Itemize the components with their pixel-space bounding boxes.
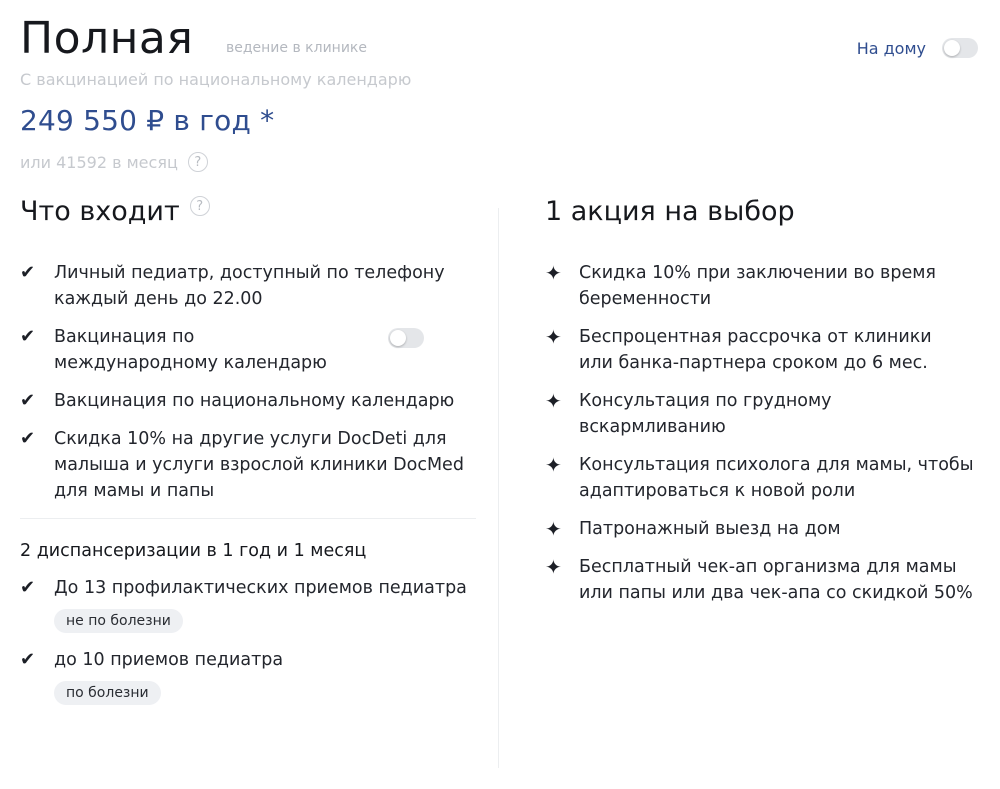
list-item	[545, 452, 985, 504]
list-item-text: Личный педиатр, доступный по телефону каждый день до 22.00	[54, 263, 445, 309]
visit-type-badge: по болезни	[54, 681, 161, 705]
list-item-text: До 13 профилактических приемов педиатра	[54, 578, 467, 598]
plan-monthly	[20, 152, 208, 172]
visit-type-badge: не по болезни	[54, 609, 183, 633]
promo-column	[545, 196, 985, 618]
list-item	[20, 388, 476, 414]
list-item-text: до 10 приемов педиатра	[54, 650, 284, 670]
list-item-text: Скидка 10% при заключении во время беременности	[579, 263, 936, 309]
checkups-heading: 2 диспансеризации в 1 год и 1 месяц	[20, 541, 367, 561]
list-item	[545, 260, 985, 312]
sparkle-star-icon: ✦	[545, 453, 562, 477]
sparkle-star-icon: ✦	[545, 325, 562, 349]
promo-list	[545, 260, 985, 606]
checkups-list	[20, 575, 476, 705]
list-item	[20, 575, 476, 633]
help-icon[interactable]: ?	[190, 196, 210, 216]
list-item-text: Консультация психолога для мамы, чтобы адаптироваться к новой роли	[579, 455, 974, 501]
list-item	[545, 554, 985, 606]
list-item-text: Вакцинация по международному календарю	[54, 327, 327, 373]
list-item	[20, 260, 476, 312]
included-list	[20, 260, 476, 504]
check-icon: ✔	[20, 649, 36, 670]
list-item-text: Беспроцентная рассрочка от клиники или банка-партнера сроком до 6 мес.	[579, 327, 932, 373]
check-icon: ✔	[20, 428, 36, 449]
list-item	[545, 388, 985, 440]
list-item-text: Скидка 10% на другие услуги DocDeti для малыша и услуги взрослой клиники DocMed для мамы и папы	[54, 429, 464, 501]
list-item-text: Патронажный выезд на дом	[579, 519, 841, 539]
check-icon: ✔	[20, 262, 36, 283]
promo-heading: 1 акция на выбор	[545, 196, 795, 227]
plan-price: 249 550 ₽ в год *	[20, 104, 275, 137]
plan-subtitle: С вакцинацией по национальному календарю	[20, 70, 412, 89]
plan-title: Полная	[20, 13, 194, 64]
sparkle-star-icon: ✦	[545, 517, 562, 541]
sparkle-star-icon: ✦	[545, 389, 562, 413]
help-icon[interactable]: ?	[188, 152, 208, 172]
check-icon: ✔	[20, 390, 36, 411]
monthly-text: или 41592 в месяц	[20, 152, 178, 172]
plan-tag: ведение в клинике	[226, 40, 367, 56]
list-item	[20, 426, 476, 504]
included-heading	[20, 196, 476, 246]
list-item	[20, 647, 476, 705]
list-item	[545, 324, 985, 376]
home-visit-label: На дому	[856, 38, 926, 58]
section-divider	[20, 518, 476, 519]
check-icon: ✔	[20, 577, 36, 598]
list-item-text: Бесплатный чек-ап организма для мамы или папы или два чек-апа со скидкой 50%	[579, 557, 973, 603]
list-item	[20, 324, 476, 376]
home-visit-toggle[interactable]	[942, 38, 978, 58]
included-heading-text: Что входит	[20, 196, 180, 227]
list-item-text: Вакцинация по национальному календарю	[54, 391, 455, 411]
list-item	[545, 516, 985, 542]
sparkle-star-icon: ✦	[545, 555, 562, 579]
column-divider	[498, 208, 499, 768]
check-icon: ✔	[20, 326, 36, 347]
home-visit-switch[interactable]	[857, 38, 978, 58]
sparkle-star-icon: ✦	[545, 261, 562, 285]
list-item-text: Консультация по грудному вскармливанию	[579, 391, 832, 437]
included-column	[20, 196, 476, 715]
vaccination-toggle[interactable]	[388, 328, 424, 348]
